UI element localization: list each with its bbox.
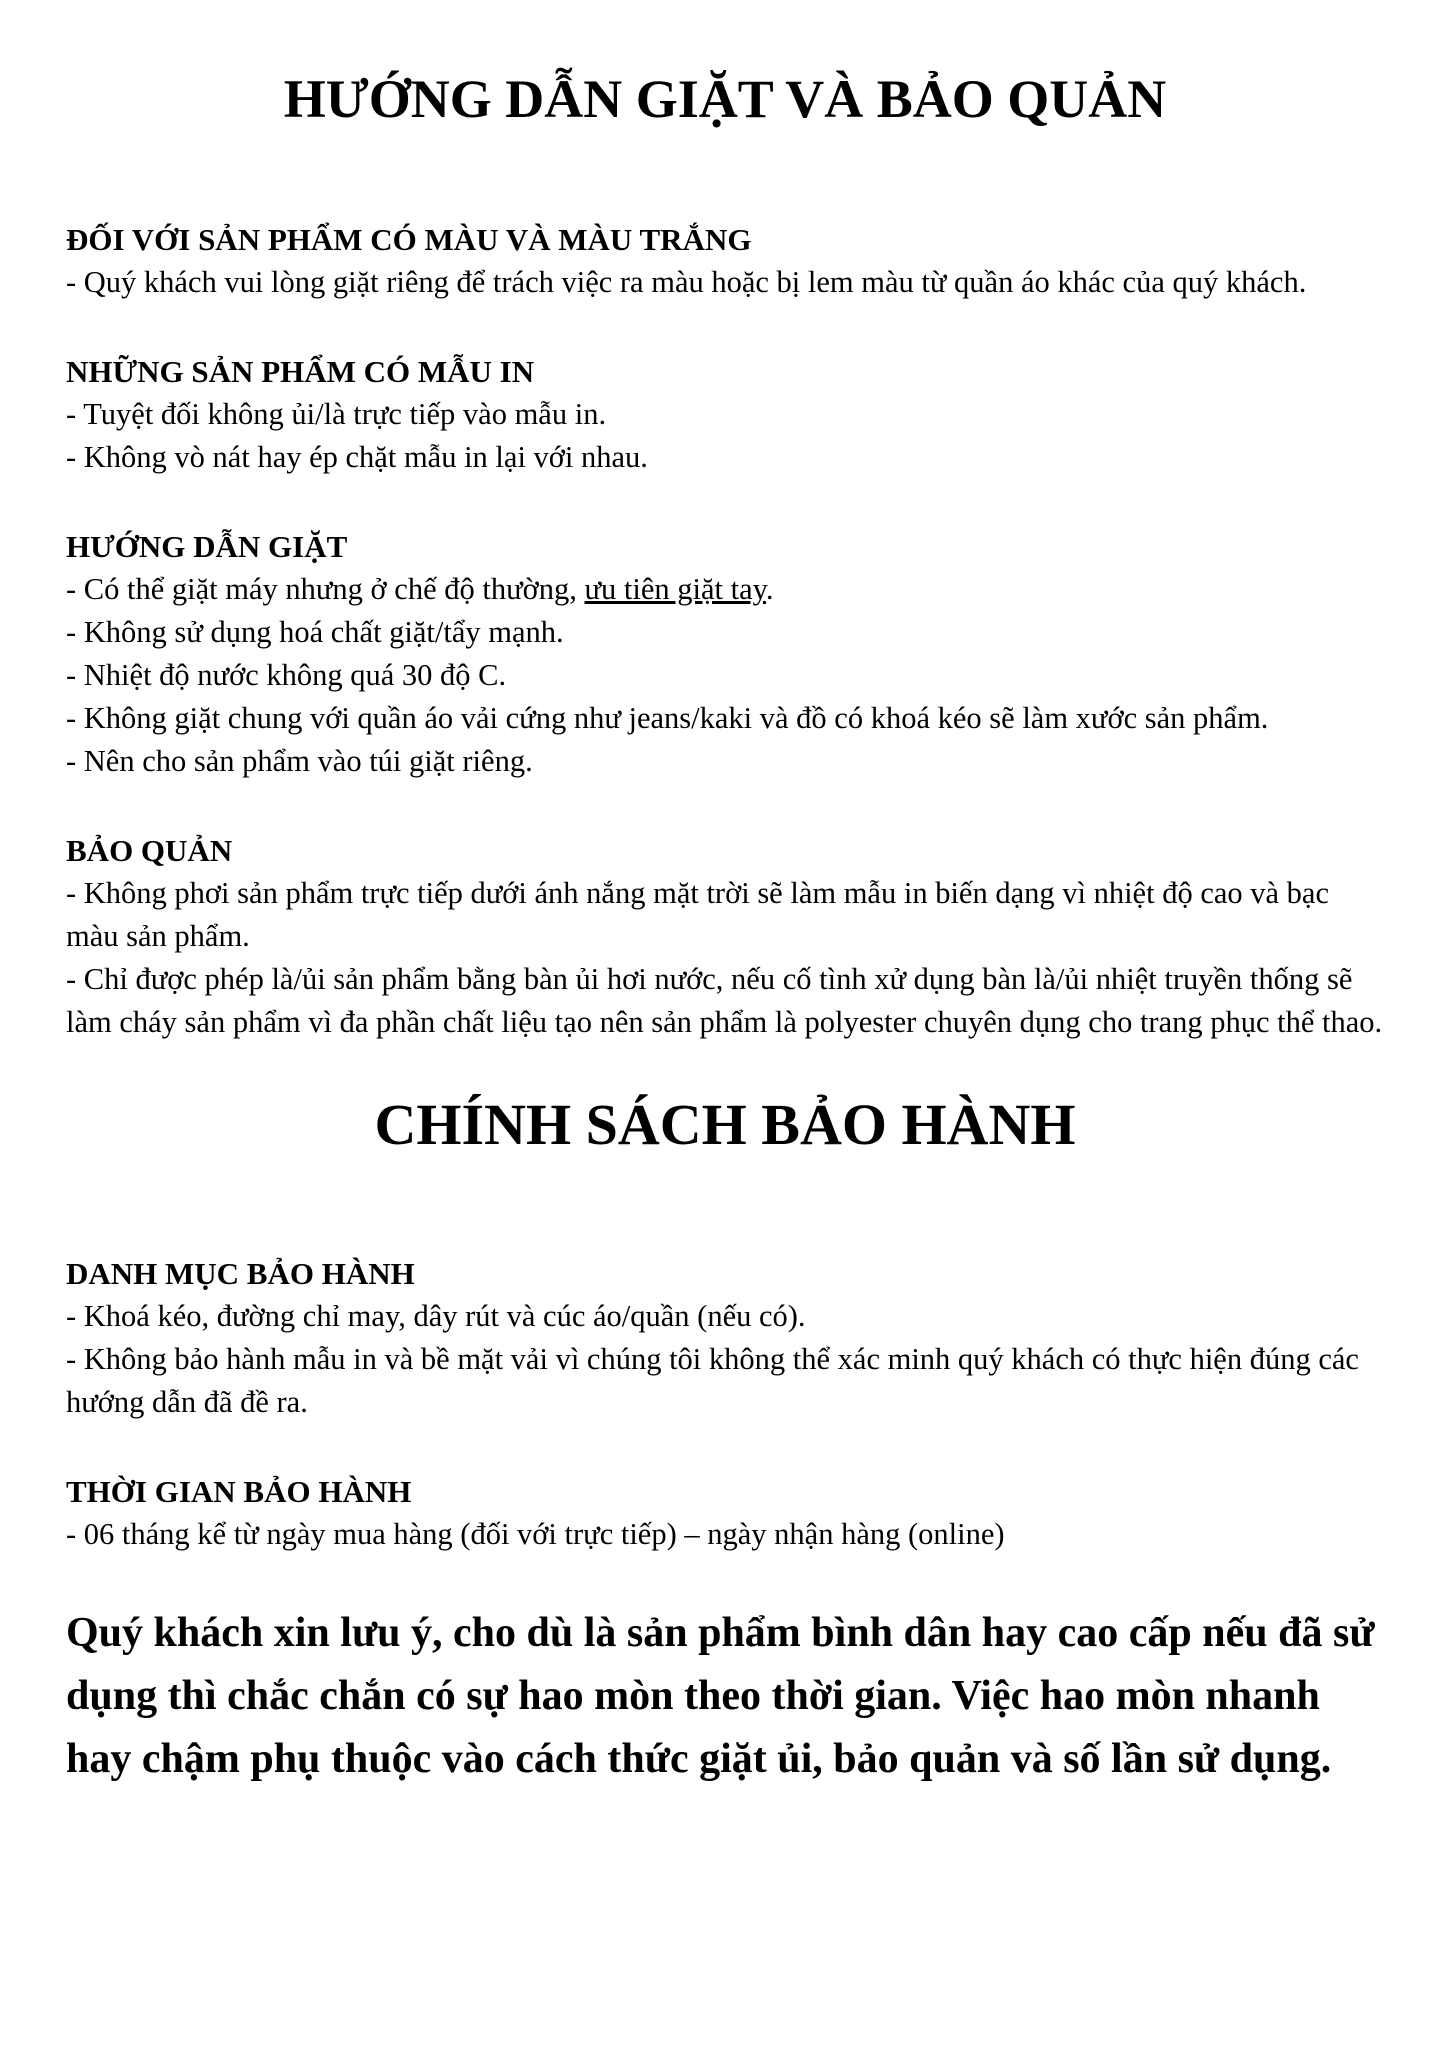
warranty-bullet: - Khoá kéo, đường chỉ may, dây rút và cúc áo/quần (nếu có). bbox=[66, 1299, 806, 1333]
care-bullet: - Nên cho sản phẩm vào túi giặt riêng. bbox=[66, 744, 533, 778]
bullet-text-suffix: . bbox=[765, 572, 774, 606]
section-warranty-period bbox=[66, 1470, 1384, 1556]
section-heading: BẢO QUẢN bbox=[66, 833, 233, 868]
care-bullet: - Không vò nát hay ép chặt mẫu in lại với nhau. bbox=[66, 440, 648, 474]
care-bullet: - Không phơi sản phẩm trực tiếp dưới ánh nắng mặt trời sẽ làm mẫu in biến dạng vì nhiệt độ cao và bạc màu sản phẩm. bbox=[66, 876, 1330, 953]
section-heading: ĐỐI VỚI SẢN PHẨM CÓ MÀU VÀ MÀU TRẮNG bbox=[66, 222, 752, 257]
section-colored-products bbox=[66, 218, 1384, 304]
warranty-bullet: - Không bảo hành mẫu in và bề mặt vải vì chúng tôi không thể xác minh quý khách có thực hiện đúng các hướng dẫn đã đề ra. bbox=[66, 1342, 1359, 1419]
care-bullet-with-underline bbox=[66, 568, 1384, 611]
underlined-phrase: ưu tiên giặt tay bbox=[584, 572, 766, 606]
closing-note: Quý khách xin lưu ý, cho dù là sản phẩm bình dân hay cao cấp nếu đã sử dụng thì chắc chắn có sự hao mòn theo thời gian. Việc hao mòn nhanh hay chậm phụ thuộc vào cách thức giặt ủi, bảo quản và số lần sử dụng. bbox=[66, 1610, 1375, 1782]
warranty-bullet: - 06 tháng kể từ ngày mua hàng (đối với trực tiếp) – ngày nhận hàng (online) bbox=[66, 1517, 1005, 1551]
care-bullet: - Không giặt chung với quần áo vải cứng như jeans/kaki và đồ có khoá kéo sẽ làm xước sản phẩm. bbox=[66, 701, 1269, 735]
care-bullet: - Quý khách vui lòng giặt riêng để trách việc ra màu hoặc bị lem màu từ quần áo khác của quý khách. bbox=[66, 265, 1307, 299]
section-printed-products bbox=[66, 350, 1384, 479]
warranty-policy-title: CHÍNH SÁCH BẢO HÀNH bbox=[374, 1092, 1076, 1157]
care-bullet: - Nhiệt độ nước không quá 30 độ C. bbox=[66, 658, 507, 692]
main-title: HƯỚNG DẪN GIẶT VÀ BẢO QUẢN bbox=[283, 69, 1167, 129]
bullet-text-prefix: - Có thể giặt máy nhưng ở chế độ thường, bbox=[66, 572, 585, 606]
section-washing-instructions bbox=[66, 525, 1384, 783]
section-heading: DANH MỤC BẢO HÀNH bbox=[66, 1256, 415, 1291]
section-heading: NHỮNG SẢN PHẨM CÓ MẪU IN bbox=[66, 354, 535, 389]
section-heading: THỜI GIAN BẢO HÀNH bbox=[66, 1474, 412, 1509]
section-preservation bbox=[66, 829, 1384, 1044]
care-bullet: - Không sử dụng hoá chất giặt/tẩy mạnh. bbox=[66, 615, 564, 649]
section-warranty-items bbox=[66, 1252, 1384, 1424]
care-bullet: - Tuyệt đối không ủi/là trực tiếp vào mẫu in. bbox=[66, 397, 607, 431]
care-bullet: - Chỉ được phép là/ủi sản phẩm bằng bàn ủi hơi nước, nếu cố tình xử dụng bàn là/ủi nhiệt truyền thống sẽ làm cháy sản phẩm vì đa phần chất liệu tạo nên sản phẩm là polyester chuyên dụng cho trang phục thể thao. bbox=[66, 962, 1383, 1039]
section-heading: HƯỚNG DẪN GIẶT bbox=[66, 529, 348, 564]
